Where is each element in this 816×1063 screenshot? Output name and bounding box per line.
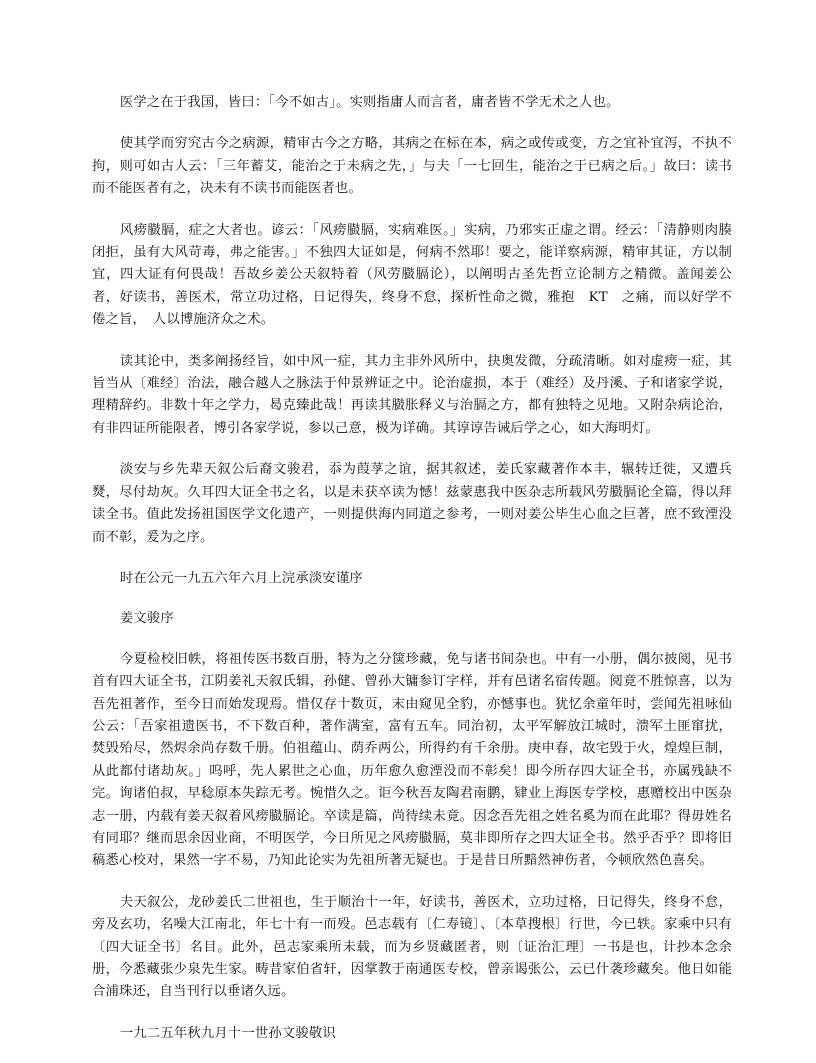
preface-paragraph-5: 淡安与乡先辈天叙公后裔文骏君，忝为葭莩之谊，据其叙述，姜氏家藏著作本丰，辗转迁徙，又遭兵燹，尽付劫灰。久耳四大证全书之名，以是未获卒读为憾！兹蒙惠我中医杂志所载风劳臌膈论全篇，得以拜读全书。值此发扬祖国医学文化遗产，一则提供海内同道之参考，一则对姜公毕生心血之巨著，庶不致湮没而不彰，爰为之序。: [92, 462, 732, 545]
preface-signature: 时在公元一九五六年六月上浣承淡安谨序: [119, 570, 363, 586]
preface-paragraph-1: 医学之在于我国，皆曰：「今不如古」。实则指庸人而言者，庸者皆不学无术之人也。: [119, 95, 620, 110]
preface-paragraph-2: 使其学而穷究古今之病源，精审古今之方略，其病之在标在本，病之或传或变，方之宜补宜泻，不执不拘，则可如古人云：「三年蓄艾，能治之于未病之先，」与夫「一七回生，能治之于已病之后。」故曰：读书而不能医者有之，决未有不读书而能医者也。: [92, 136, 732, 197]
second-preface-signature: 一九二五年秋九月十一世孙文骏敬识: [119, 1025, 336, 1041]
preface-paragraph-3: 风痨臌膈，症之大者也。谚云：「风痨臌膈，实病难医。」实病，乃邪实正虚之谓。经云：「清静则肉腠闭拒，虽有大风苛毒，弗之能害。」不独四大证如是，何病不然耶！要之，能详察病源，精审其证，方以制宜，四大证有何畏哉！吾故乡姜公天叙特着（风劳臌膈论），以阐明古圣先哲立论制方之精微。盖闻姜公者，好读书，善医术，常立功过格，日记得失，终身不怠，探析性命之微，雅抱 KT 之痛，而以好学不倦之旨， 人以博施济众之术。: [92, 222, 732, 328]
second-preface-paragraph-1: 今夏检校旧帙，将祖传医书数百册，特为之分箧珍藏，免与诸书间杂也。中有一小册，偶尔披阅，见书首有四大证全书，江阴姜礼天叙氏辑，孙健、曾孙大镛参订字样，并有邑诸名宿传题。阅竟不胜惊喜，以为吾先祖著作，至今日而始发现焉。惜仅存十数页，末由窥见全豹，亦憾事也。犹忆余童年时，尝闻先祖咏仙公云：「吾家祖遗医书，不下数百种，著作满室，富有五车。同治初，太平军解放江城时，溃军土匪窜扰，焚毁殆尽，然烬余尚存数千册。伯祖蕴山、荫乔两公，所得约有千余册。庚申春，故宅毁于火，煌煌巨制，从此都付诸劫灰。」呜呼，先人累世之心血，历年愈久愈湮没而不彰矣！即今所存四大证全书，亦属残缺不完。询诸伯叔，早稔原本失踪无考。惋惜久之。讵今秋吾友陶君南鹏，肄业上海医专学校，惠赠校出中医杂志一册，内载有姜天叙着风痨臌膈论。卒读是篇，尚待续未竟。因念吾先祖之姓名奚为而在此耶？得毋姓名有同耶？继而思余因业商，不明医学，今日所见之风痨臌膈，莫非即所存之四大证全书。然乎否乎？即将旧稿悉心校对，果然一字不易，乃知此论实为先祖所著无疑也。于是昔日所黯然神伤者，今顿欣然色喜矣。: [92, 651, 732, 869]
preface-paragraph-4: 读其论中，类多阐扬经旨，如中风一症，其力主非外风所中，抉奥发微，分疏清晰。如对虚痨一症，其旨当从〔难经〕治法，融合越人之脉法于仲景辨证之中。论治虚损，本于（难经）及丹溪、子和诸家学说，理精辞约。非数十年之学力，曷克臻此哉！再读其臌胀释义与治膈之方，都有独特之见地。又附杂病论治，有非四证所能限者，博引各家学说，参以己意，极为详确。其谆谆告诫后学之心，如大海明灯。: [92, 353, 732, 436]
second-preface-paragraph-2: 夫天叙公，龙砂姜氏二世祖也，生于顺治十一年，好读书，善医术，立功过格，日记得失，终身不怠，旁及玄功，名噪大江南北，年七十有一而殁。邑志载有〔仁寿镜〕、〔本草搜根〕行世，今已轶。家乘中只有〔四大证全书〕名目。此外，邑志家乘所未载，而为乡贤藏匿者，则〔证治汇理〕一书是也，计抄本念余册，今悉藏张少泉先生家。畴昔家伯省轩，因掌教于南通医专校，曾亲谒张公，云已什袭珍藏矣。他日如能合浦珠还，自当刊行以垂诸久远。: [92, 894, 732, 1000]
document-body: [92, 92, 732, 1063]
section-heading: 姜文骏序: [119, 611, 174, 627]
